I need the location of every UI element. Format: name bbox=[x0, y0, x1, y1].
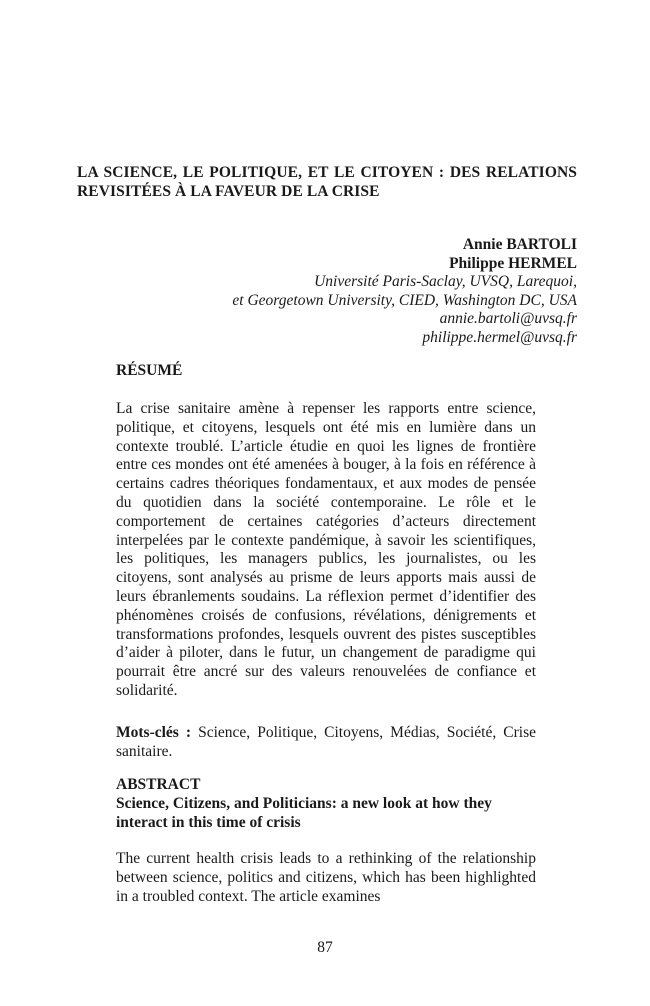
author-block bbox=[157, 236, 577, 347]
affiliation-line-2: et Georgetown University, CIED, Washington DC, USA bbox=[232, 291, 577, 309]
resume-body bbox=[116, 400, 536, 701]
abstract-section bbox=[116, 776, 536, 832]
abstract-heading: ABSTRACT bbox=[116, 776, 201, 793]
author-email-2: philippe.hermel@uvsq.fr bbox=[422, 328, 577, 346]
article-title: LA SCIENCE, LE POLITIQUE, ET LE CITOYEN : DES RELATIONS REVISITÉES À LA FAVEUR DE LA CRISE bbox=[77, 164, 577, 200]
abstract-subtitle: Science, Citizens, and Politicians: a new look at how they interact in this time of crisis bbox=[116, 795, 492, 831]
resume-heading: RÉSUMÉ bbox=[116, 362, 183, 379]
abstract-text: The current health crisis leads to a rethinking of the relationship between science, politics and citizens, which has been highlighted in a troubled context. The article examines bbox=[116, 850, 536, 905]
resume-text: La crise sanitaire amène à repenser les rapports entre science, politique, et citoyens, lesquels ont été mis en lumière dans un contexte troublé. L’article étudie en quoi les lignes de frontière entre ces mondes ont été amenées à bouger, à la fois en référence à certains cadres théoriques fondamentaux, et aux modes de pensée du quotidien dans la société contemporaine. Le rôle et le comportement de certaines catégories d’acteurs directement interpelées par le contexte pandémique, à savoir les scientifiques, les politiques, les managers publics, les journalistes, ou les citoyens, sont analysés au prisme de leurs apports mais aussi de leurs ébranlements soudains. La réflexion permet d’identifier des phénomènes croisés de confusions, révélations, dénigrements et transformations profondes, lesquels ouvrent des pistes susceptibles d’aider à piloter, dans le futur, un changement de paradigme qui pourrait être ancré sur des valeurs renouvelées de confiance et solidarité. bbox=[116, 400, 536, 699]
author-email-1: annie.bartoli@uvsq.fr bbox=[439, 310, 577, 327]
resume-section bbox=[116, 362, 536, 380]
keywords-paragraph bbox=[116, 724, 536, 762]
page-number: 87 bbox=[317, 939, 333, 956]
author-name-2: Philippe HERMEL bbox=[449, 254, 577, 272]
keywords-text: Science, Politique, Citoyens, Médias, Société, Crise sanitaire. bbox=[116, 724, 536, 760]
keywords-section bbox=[116, 724, 536, 762]
abstract-body bbox=[116, 850, 536, 906]
author-name-1: Annie BARTOLI bbox=[462, 236, 577, 253]
affiliation-line-1: Université Paris-Saclay, UVSQ, Larequoi, bbox=[314, 273, 577, 290]
keywords-label: Mots-clés : bbox=[116, 724, 192, 741]
